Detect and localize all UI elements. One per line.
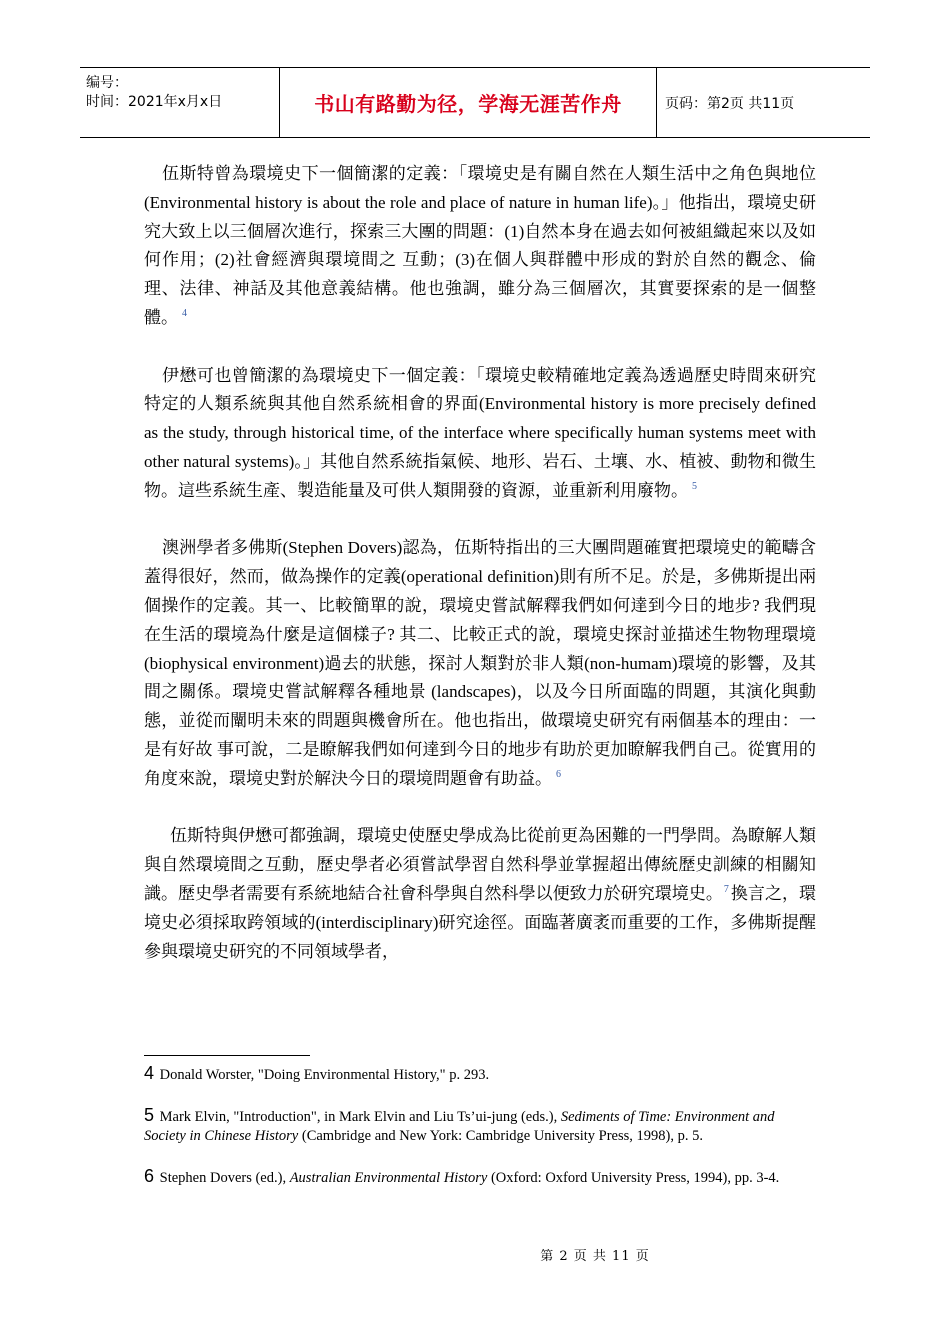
footnote-text: Mark Elvin, "Introduction", in Mark Elvin and Liu Ts’ui-jung (eds.),	[159, 1108, 561, 1125]
header-date-label: 时间：2021年x月x日	[86, 94, 223, 110]
footnote-5	[144, 1106, 816, 1147]
paragraph-4-text-b: 換言之，環境史必須採取跨領域的(interdisciplinary)研究途徑。面臨著廣袤而重要的工作，多佛斯提醒參與環境史研究的不同領域學者，	[144, 883, 817, 961]
footnote-number: 5	[144, 1104, 155, 1125]
paragraph-1-text: 伍斯特曾為環境史下一個簡潔的定義：「環境史是有關自然在人類生活中之角色與地位(Environmental history is about the role and place of nature in human life)。」他指出，環境史研究大致上以三個層次進行，探索三大團的問題：(1)自然本身在過去如何被組織起來以及如何作用；(2)社會經濟與環境間之 互動；(3)在個人與群體中形成的對於自然的觀念、倫理、法律、神話及其他意義結構。他也強調，雖分為三個層次，其實要探索的是一個整體。	[144, 164, 816, 327]
paragraph-3	[144, 534, 816, 793]
footnote-text-tail: (Oxford: Oxford University Press, 1994), pp. 3-4.	[487, 1169, 780, 1186]
footnote-ref-7[interactable]: 7	[723, 884, 729, 896]
paragraph-4-text-a: 伍斯特與伊懋可都強調，環境史使歷史學成為比從前更為困難的一門學問。為瞭解人類與自然環境間之互動，歷史學者必須嘗試學習自然科學並掌握超出傳統歷史訓練的相關知識。歷史學者需要有系統地結合社會科學與自然科學以便致力於研究環境史。	[144, 826, 816, 903]
footnote-4	[144, 1064, 816, 1086]
footnote-separator	[144, 1055, 310, 1056]
footnote-text: Stephen Dovers (ed.),	[159, 1169, 290, 1186]
footnotes	[144, 1064, 816, 1208]
header-motto: 书山有路勤为径，学海无涯苦作舟	[280, 68, 657, 137]
header-table	[80, 67, 870, 138]
page-footer: 第 2 页 共 11 页	[540, 1249, 650, 1264]
paragraph-3-text: 澳洲學者多佛斯(Stephen Dovers)認為，伍斯特指出的三大團問題確實把環境史的範疇含蓋得很好，然而，做為操作的定義(operational definition)則有所不足。於是，多佛斯提出兩個操作的定義。其一、比較簡單的說，環境史嘗試解釋我們如何達到今日的地步? 我們現在生活的環境為什麼是這個樣子? 其二、比較正式的說，環境史探討並描述生物物理環境(biophysical environment)過去的狀態，探討人類對於非人類(non-humam)環境的影響，及其間之關係。環境史嘗試解釋各種地景 (landscapes)，以及今日所面臨的問題，其演化與動態，並從而闡明未來的問題與機會所在。他也指出，做環境史研究有兩個基本的理由：一是有好故 事可說，二是瞭解我們如何達到今日的地步有助於更加瞭解我們自己。從實用的角度來說，環境史對於解決今日的環境問題會有助益。	[144, 538, 816, 788]
footnote-text: Donald Worster, "Doing Environmental History," p. 293.	[159, 1067, 490, 1083]
body-text	[144, 160, 816, 995]
footnote-number: 4	[144, 1063, 155, 1083]
paragraph-2	[144, 362, 816, 506]
header-meta	[80, 68, 280, 137]
footnote-text-tail: (Cambridge and New York: Cambridge University Press, 1998), p. 5.	[298, 1128, 703, 1144]
footnote-ref-4[interactable]: 4	[182, 308, 187, 320]
footnote-book-title: Sediments of Time: Environment and Society in Chinese History	[144, 1108, 775, 1144]
paragraph-1	[144, 160, 816, 333]
footnote-ref-5[interactable]: 5	[692, 481, 697, 493]
paragraph-4	[144, 822, 816, 966]
footnote-book-title: Australian Environmental History	[289, 1169, 488, 1186]
footnote-6	[144, 1167, 816, 1189]
footnote-number: 6	[144, 1165, 155, 1186]
footnote-ref-6[interactable]: 6	[556, 769, 561, 781]
header-page-label: 页码：第2页 共11页	[665, 95, 795, 112]
paragraph-2-text: 伊懋可也曾簡潔的為環境史下一個定義：「環境史較精確地定義為透過歷史時間來研究特定的人類系統與其他自然系統相會的界面(Environmental history is more precisely defined as the study, through historical time, of the interface where specifically human systems meet with other natural systems)。」其他自然系統指氣候、地形、岩石、土壤、水、植被、動物和微生物。這些系統生產、製造能量及可供人類開發的資源，並重新利用廢物。	[144, 365, 816, 500]
header-number-label: 编号：	[86, 75, 128, 91]
